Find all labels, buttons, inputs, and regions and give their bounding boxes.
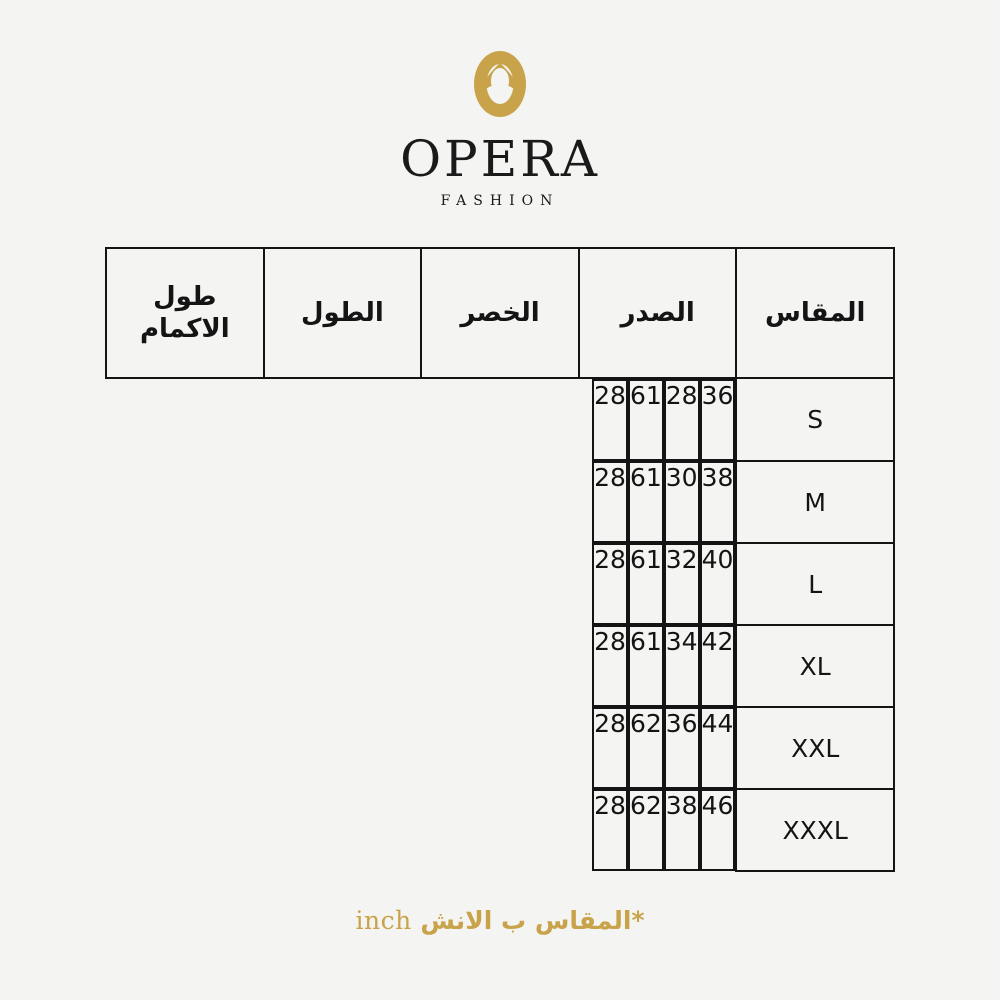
cell-length: 61 [628, 379, 664, 461]
cell-chest: 38 [700, 461, 736, 543]
footnote-text: *المقاس ب الانش [411, 906, 645, 935]
column-header-waist: الخصر [421, 248, 579, 378]
opera-oval-monogram-icon [464, 48, 536, 120]
cell-waist: 28 [664, 379, 700, 461]
table-row [106, 461, 894, 543]
size-table [105, 247, 895, 872]
cell-chest: 36 [700, 379, 736, 461]
table-row [106, 789, 894, 871]
table-row [106, 378, 894, 461]
cell-waist: 34 [664, 625, 700, 707]
cell-chest: 42 [700, 625, 736, 707]
column-header-length: الطول [264, 248, 422, 378]
cell-size: XXL [736, 707, 894, 789]
cell-waist: 30 [664, 461, 700, 543]
cell-chest: 40 [700, 543, 736, 625]
cell-sleeve: 28 [592, 625, 628, 707]
cell-sleeve: 28 [592, 461, 628, 543]
cell-length: 61 [628, 625, 664, 707]
cell-length: 61 [628, 461, 664, 543]
brand-block [400, 48, 600, 209]
cell-length: 62 [628, 789, 664, 871]
table-header-row [106, 248, 894, 378]
cell-chest: 44 [700, 707, 736, 789]
cell-waist: 38 [664, 789, 700, 871]
size-table-wrapper [105, 247, 895, 872]
cell-sleeve: 28 [592, 379, 628, 461]
column-header-size: المقاس [736, 248, 894, 378]
cell-sleeve: 28 [592, 707, 628, 789]
cell-size: L [736, 543, 894, 625]
table-row [106, 625, 894, 707]
cell-size: S [736, 378, 894, 461]
cell-waist: 32 [664, 543, 700, 625]
table-body [106, 378, 894, 871]
table-head [106, 248, 894, 378]
table-row [106, 543, 894, 625]
table-row [106, 707, 894, 789]
footnote-unit: inch [355, 906, 412, 935]
cell-size: M [736, 461, 894, 543]
cell-length: 61 [628, 543, 664, 625]
footnote [356, 906, 645, 935]
cell-sleeve: 28 [592, 789, 628, 871]
cell-sleeve: 28 [592, 543, 628, 625]
column-header-sleeve-length: طول الاكمام [106, 248, 264, 378]
brand-name: OPERA [400, 130, 600, 188]
column-header-chest: الصدر [579, 248, 737, 378]
cell-size: XL [736, 625, 894, 707]
cell-size: XXXL [736, 789, 894, 871]
cell-chest: 46 [700, 789, 736, 871]
cell-length: 62 [628, 707, 664, 789]
brand-tagline: FASHION [440, 193, 560, 209]
cell-waist: 36 [664, 707, 700, 789]
